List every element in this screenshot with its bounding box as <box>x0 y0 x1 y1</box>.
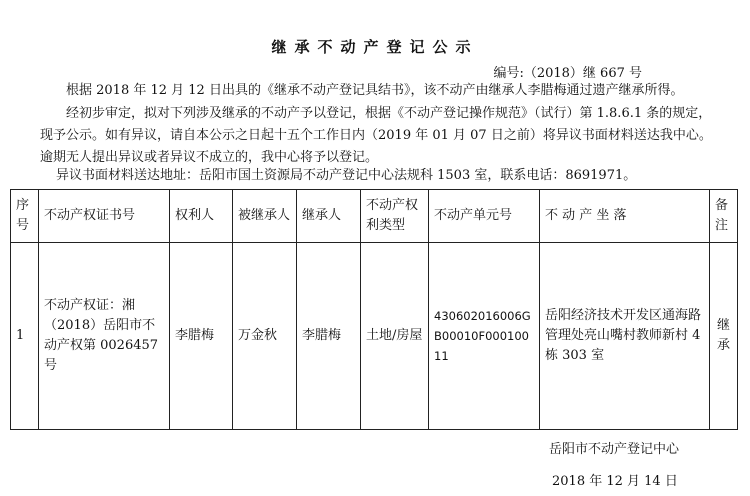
table-header-row <box>11 190 738 243</box>
header-heir: 继承人 <box>297 190 361 243</box>
header-remark: 备注 <box>710 190 738 243</box>
header-seq: 序号 <box>11 190 39 243</box>
cell-seq: 1 <box>11 243 39 430</box>
cell-owner: 李腊梅 <box>170 243 233 430</box>
notice-title: 继承不动产登记公示 <box>271 38 479 56</box>
cell-remark: 继承 <box>710 243 738 430</box>
cell-heir: 李腊梅 <box>297 243 361 430</box>
header-cert: 不动产权证书号 <box>39 190 170 243</box>
issuing-organization: 岳阳市不动产登记中心 <box>549 442 680 457</box>
header-owner: 权利人 <box>170 190 233 243</box>
cell-unit-no: 430602016006GB00010F00010011 <box>429 243 540 430</box>
paragraph-basis: 根据 2018 年 12 月 12 日出具的《继承不动产登记具结书》，该不动产由继承人李腊梅通过遗产继承所得。 <box>66 83 684 98</box>
paragraph-objection-address: 异议书面材料送达地址：岳阳市国土资源局不动产登记中心法规科 1503 室，联系电话：8691971。 <box>56 168 637 183</box>
issue-date: 2018 年 12 月 14 日 <box>552 474 678 489</box>
header-deceased: 被继承人 <box>233 190 297 243</box>
cell-right-type: 土地/房屋 <box>361 243 429 430</box>
cell-cert: 不动产权证：湘（2018）岳阳市不动产权第 0026457 号 <box>39 243 170 430</box>
header-unit-no: 不动产单元号 <box>429 190 540 243</box>
document-number: 编号:（2018）继 667 号 <box>493 66 642 81</box>
cell-deceased: 万金秋 <box>233 243 297 430</box>
header-location: 不 动 产 坐 落 <box>540 190 710 243</box>
cell-location: 岳阳经济技术开发区通海路管理处亮山嘴村教师新村 4 栋 303 室 <box>540 243 710 430</box>
table-row <box>11 243 738 430</box>
inheritance-table <box>10 189 738 430</box>
header-right-type: 不动产权利类型 <box>361 190 429 243</box>
paragraph-review: 经初步审定，拟对下列涉及继承的不动产予以登记，根据《不动产登记操作规范》（试行）第 1.8.6.1 条的规定，现予公示。如有异议，请自本公示之日起十五个工作日内（2019 年 01 月 07 日之前）将异议书面材料送达我中心。逾期无人提出异议或者异议不成立的，我中心将予以登记。 <box>40 106 712 165</box>
